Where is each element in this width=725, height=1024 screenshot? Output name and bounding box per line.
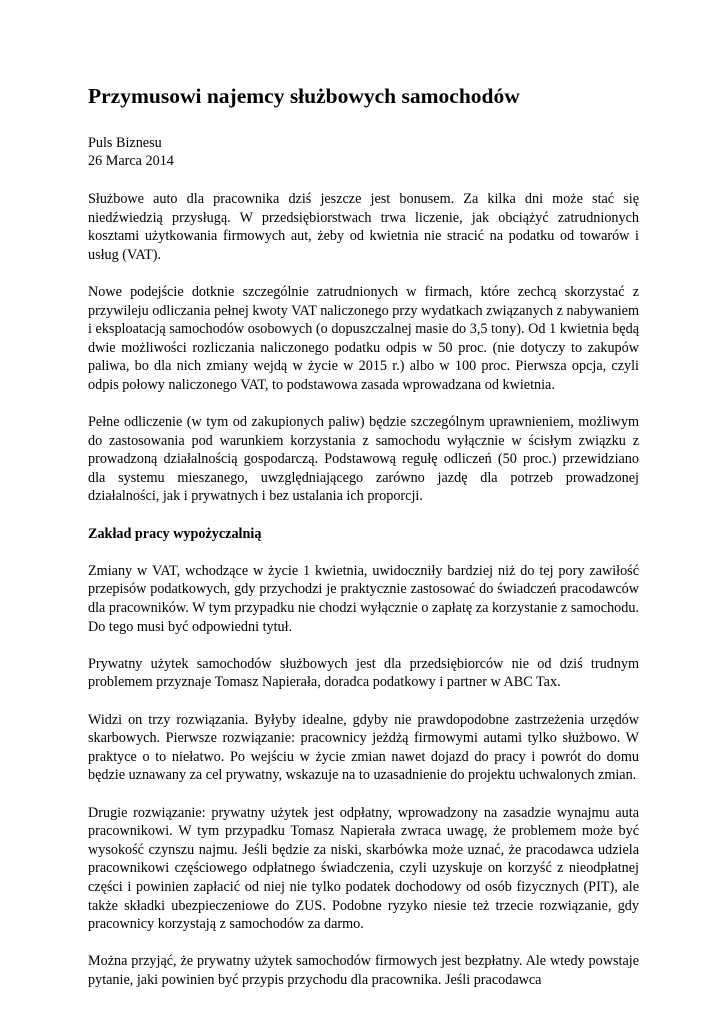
paragraph-7: Drugie rozwiązanie: prywatny użytek jest odpłatny, wprowadzony na zasadzie wynajmu auta pracownikowi. W tym przypadku Tomasz Napierała zwraca uwagę, że problemem może być wysokość czynszu najmu. Jeśli będzie za niski, skarbówka może uznać, że pracodawca udziela pracownikowi częściowego odpłatnego świadczenia, czyli uzyskuje on korzyść z nieodpłatnej części i powinien zapłacić od niej nie tylko podatek dochodowy od osób fizycznych (PIT), ale także składki ubezpieczeniowe do ZUS. Podobne ryzyko niesie też trzecie rozwiązanie, gdy pracownicy korzystają z samochodów za darmo. (88, 804, 639, 933)
paragraph-6: Widzi on trzy rozwiązania. Byłyby idealne, gdyby nie prawdopodobne zastrzeżenia urzędów skarbowych. Pierwsze rozwiązanie: pracownicy jeżdżą firmowymi autami tylko służbowo. W praktyce o to niełatwo. Po wejściu w życie zmian nawet dojazd do pracy i powrót do domu będzie uznawany za cel prywatny, wskazuje na to uzasadnienie do projektu uchwalonych zmian. (88, 711, 639, 784)
paragraph-2: Nowe podejście dotknie szczególnie zatrudnionych w firmach, które zechcą skorzystać z przywileju odliczania pełnej kwoty VAT naliczonego przy wydatkach związanych z nabywaniem i eksploatacją samochodów osobowych (o dopuszczalnej masie do 3,5 tony). Od 1 kwietnia będą dwie możliwości rozliczania naliczonego podatku odpis w 50 proc. (nie dotyczy to zakupów paliwa, bo dla nich zmiany wejdą w życie w 2015 r.) albo w 100 proc. Pierwsza opcja, czyli odpis połowy naliczonego VAT, to podstawowa zasada wprowadzana od kwietnia. (88, 283, 639, 393)
article-title: Przymusowi najemcy służbowych samochodów (88, 84, 520, 108)
article-date: 26 Marca 2014 (88, 153, 174, 170)
paragraph-4: Zmiany w VAT, wchodzące w życie 1 kwietnia, uwidoczniły bardziej niż do tej pory zawiłość przepisów podatkowych, gdy przychodzi je praktycznie zastosować do świadczeń pracodawców dla pracowników. W tym przypadku nie chodzi wyłącznie o zapłatę za korzystanie z samochodu. Do tego musi być odpowiedni tytuł. (88, 562, 639, 635)
paragraph-5: Prywatny użytek samochodów służbowych jest dla przedsiębiorców nie od dziś trudnym problemem przyznaje Tomasz Napierała, doradca podatkowy i partner w ABC Tax. (88, 655, 639, 691)
paragraph-8: Można przyjąć, że prywatny użytek samochodów firmowych jest bezpłatny. Ale wtedy powstaje pytanie, jaki powinien być przypis przychodu dla pracownika. Jeśli pracodawca (88, 953, 639, 988)
article-meta (88, 134, 639, 171)
article-source: Puls Biznesu (88, 134, 162, 151)
section-heading: Zakład pracy wypożyczalnią (88, 525, 262, 542)
paragraph-3: Pełne odliczenie (w tym od zakupionych paliw) będzie szczególnym uprawnieniem, możliwym do zastosowania pod warunkiem korzystania z samochodu wyłącznie w ścisłym związku z prowadzoną działalnością gospodarczą. Podstawową regułę odliczeń (50 proc.) przewidziano dla systemu mieszanego, uwzględniającego zarówno jazdę dla potrzeb prowadzonej działalności, jak i prywatnych i bez ustalania ich proporcji. (88, 414, 639, 505)
paragraph-1: Służbowe auto dla pracownika dziś jeszcze jest bonusem. Za kilka dni może stać się niedźwiedzią przysługą. W przedsiębiorstwach trwa liczenie, jak obciążyć zatrudnionych kosztami użytkowania firmowych aut, żeby od kwietnia nie stracić na podatku od towarów i usług (VAT). (88, 190, 639, 263)
